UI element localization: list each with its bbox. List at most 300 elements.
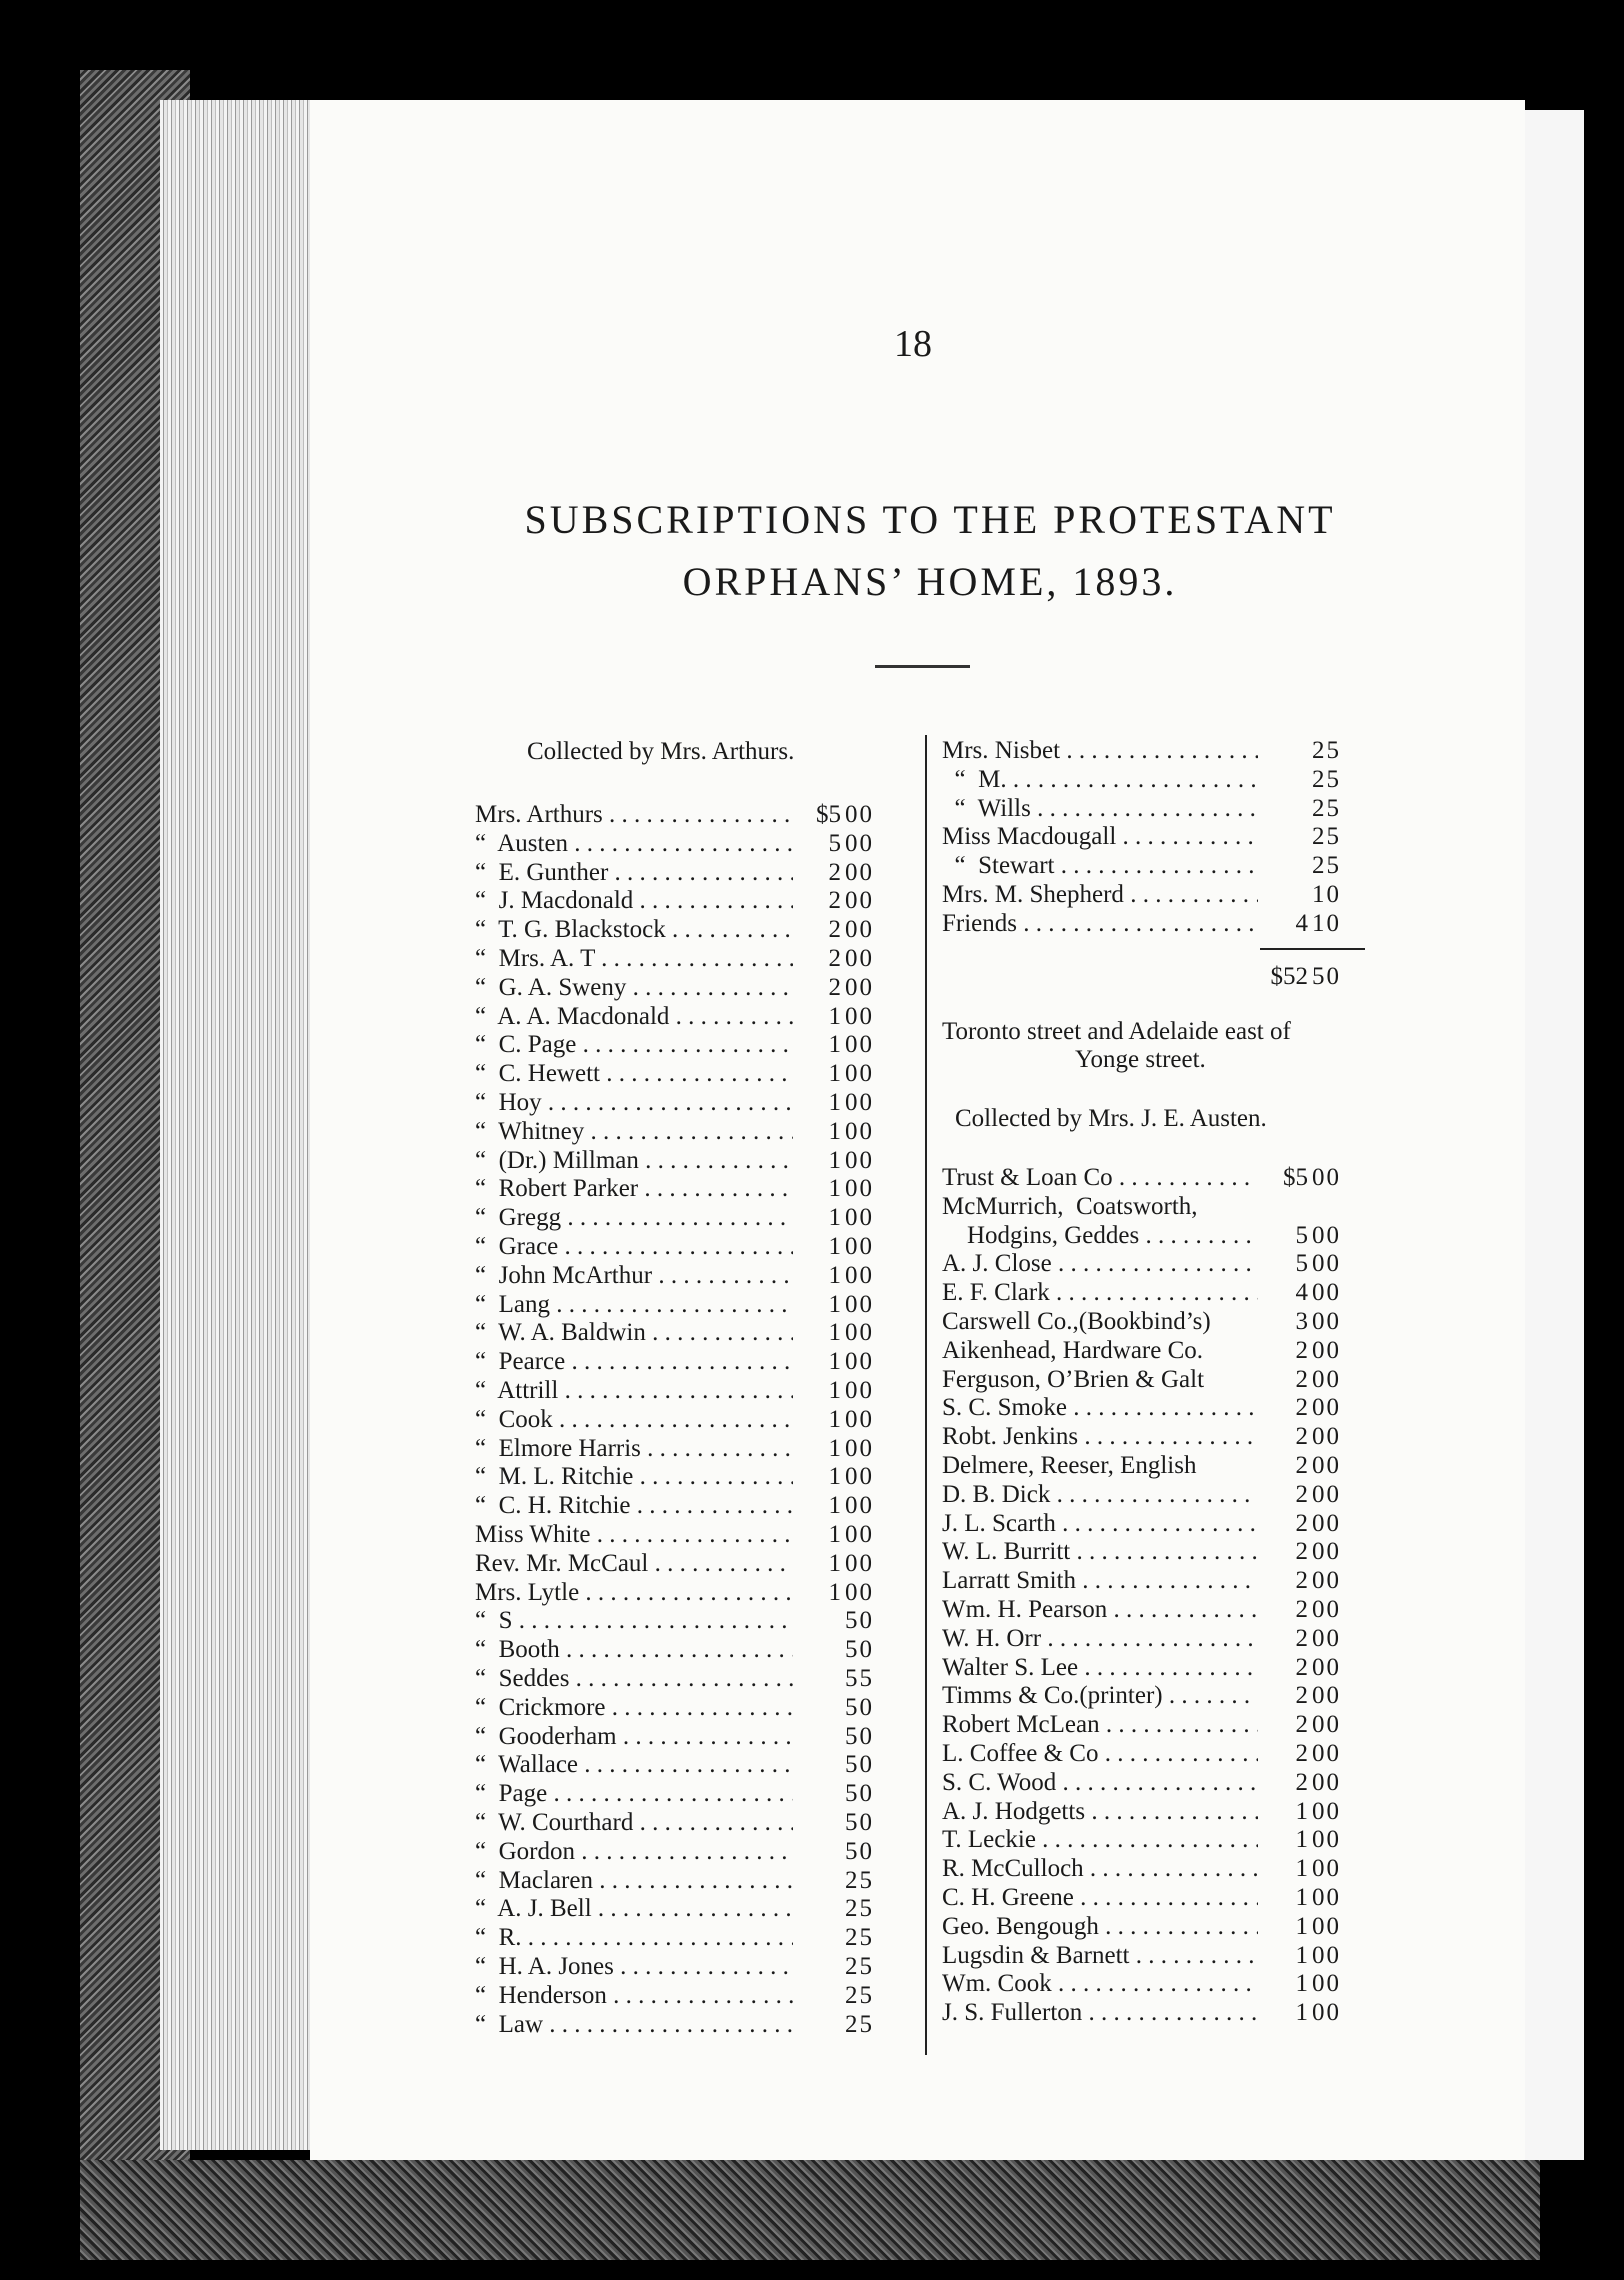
left-column-heading: Collected by Mrs. Arthurs. bbox=[527, 738, 795, 765]
amount-dollars: 1 bbox=[828, 1204, 841, 1232]
list-item bbox=[942, 1969, 1362, 1998]
amount-cents: 00 bbox=[845, 1233, 874, 1260]
amount-cents: 00 bbox=[1312, 1164, 1341, 1191]
amount-dollars: 2 bbox=[1295, 1653, 1308, 1681]
book-cover-bottom bbox=[80, 2160, 1540, 2260]
subscriber-name: “ Henderson . . . bbox=[475, 1981, 793, 2010]
amount-dollars: 2 bbox=[828, 973, 841, 1001]
list-item bbox=[475, 1117, 895, 1146]
subscriber-name: “ M. . . . bbox=[942, 765, 1258, 794]
list-item bbox=[942, 1912, 1362, 1941]
amount-cents: 00 bbox=[845, 1146, 874, 1174]
subscriber-name: Walter S. Lee . . . bbox=[942, 1653, 1258, 1682]
list-item bbox=[942, 1998, 1362, 2027]
list-item bbox=[942, 1681, 1362, 1710]
amount-dollars: 1 bbox=[1295, 1970, 1308, 1998]
subscriber-name: “ Law . . . bbox=[475, 2010, 793, 2039]
subscriber-name: Friends . . . bbox=[942, 909, 1258, 938]
amount-cents: 00 bbox=[1312, 1394, 1341, 1422]
list-item bbox=[475, 944, 895, 973]
list-item bbox=[942, 736, 1362, 765]
list-item bbox=[475, 1059, 895, 1088]
amount-dollars: 2 bbox=[1295, 1711, 1308, 1739]
subscriber-name: Miss White . . . bbox=[475, 1520, 793, 1549]
list-item bbox=[942, 1797, 1362, 1826]
amount-cents: 00 bbox=[845, 1434, 874, 1462]
amount-cents: 00 bbox=[845, 945, 874, 972]
subscriber-name: Larratt Smith . . . bbox=[942, 1566, 1258, 1595]
amount-dollars: 1 bbox=[828, 1261, 841, 1289]
list-item bbox=[475, 1462, 895, 1491]
amount-dollars: 5 bbox=[1295, 1221, 1308, 1249]
list-item bbox=[475, 1635, 895, 1664]
amount-cents: 00 bbox=[845, 1521, 874, 1548]
amount-dollars: $5 bbox=[1283, 1164, 1308, 1191]
subscriber-name: “ Wills . . . bbox=[942, 794, 1258, 823]
subscriber-name: Delmere, Reeser, English bbox=[942, 1452, 1197, 1479]
amount-cents: 00 bbox=[1312, 1221, 1341, 1249]
list-item bbox=[475, 1376, 895, 1405]
amount-cents: 25 bbox=[1312, 737, 1341, 764]
amount-dollars: 2 bbox=[1295, 1452, 1308, 1479]
amount-cents: 00 bbox=[845, 858, 874, 886]
amount-cents: 00 bbox=[845, 1175, 874, 1203]
amount-cents: 00 bbox=[1312, 1308, 1341, 1335]
amount-dollars: 1 bbox=[828, 1290, 841, 1318]
subscriber-name: “ Page . . . bbox=[475, 1779, 793, 1808]
amount-cents: 00 bbox=[1312, 1826, 1341, 1854]
amount-dollars: 1 bbox=[828, 1463, 841, 1491]
amount-dollars: 2 bbox=[1295, 1336, 1308, 1364]
amount-dollars: 1 bbox=[1295, 1797, 1308, 1825]
list-item bbox=[942, 1566, 1362, 1595]
list-item bbox=[475, 1578, 895, 1607]
amount-cents: 00 bbox=[845, 1492, 874, 1520]
subscriber-name: “ Mrs. A. T . . . bbox=[475, 944, 793, 973]
subscriber-name: “ J. Macdonald . . . bbox=[475, 886, 793, 915]
amount-dollars: 2 bbox=[1295, 1509, 1308, 1537]
amount-dollars: 4 bbox=[1295, 909, 1308, 937]
amount-cents: 00 bbox=[1312, 1912, 1341, 1940]
amount-dollars: 1 bbox=[828, 1348, 841, 1376]
amount-cents: 50 bbox=[845, 1607, 874, 1635]
list-item bbox=[942, 1624, 1362, 1653]
subscriber-name: A. J. Hodgetts . . . bbox=[942, 1797, 1258, 1826]
list-item bbox=[942, 1739, 1362, 1768]
subscriber-name: D. B. Dick . . . bbox=[942, 1480, 1258, 1509]
amount-cents: 25 bbox=[1312, 823, 1341, 851]
subscriber-name: Miss Macdougall . . . bbox=[942, 822, 1258, 851]
list-item bbox=[942, 1278, 1362, 1307]
amount-cents: 25 bbox=[845, 1953, 874, 1980]
subscriber-name: “ R. . . . bbox=[475, 1923, 793, 1952]
list-item bbox=[475, 1722, 895, 1751]
amount-dollars: 1 bbox=[1295, 1999, 1308, 2027]
amount-cents: 25 bbox=[1312, 794, 1341, 822]
page-title-line-2: ORPHANS’ HOME, 1893. bbox=[682, 559, 1178, 604]
amount-cents: 00 bbox=[1312, 1624, 1341, 1652]
subscriber-name: “ W. Courthard . . . bbox=[475, 1808, 793, 1837]
amount-cents: 00 bbox=[845, 1549, 874, 1577]
list-item bbox=[475, 1347, 895, 1376]
subscriber-name: “ G. A. Sweny . . . bbox=[475, 973, 793, 1002]
list-item bbox=[475, 973, 895, 1002]
list-item bbox=[942, 822, 1362, 851]
list-item bbox=[942, 1509, 1362, 1538]
subscriber-name: Mrs. M. Shepherd . . . bbox=[942, 880, 1258, 909]
subscriber-name: “ Robert Parker . . . bbox=[475, 1174, 793, 1203]
amount-cents: 00 bbox=[1312, 1740, 1341, 1767]
amount-dollars: 1 bbox=[828, 1233, 841, 1260]
page-number: 18 bbox=[894, 323, 932, 365]
list-item bbox=[475, 1405, 895, 1434]
amount-dollars: 1 bbox=[828, 1434, 841, 1462]
amount-cents: 25 bbox=[845, 1924, 874, 1952]
amount-cents: 00 bbox=[1312, 1855, 1341, 1883]
subscriber-name: “ W. A. Baldwin . . . bbox=[475, 1318, 793, 1347]
amount-cents: 00 bbox=[845, 1031, 874, 1059]
subscriber-name: “ Gooderham . . . bbox=[475, 1722, 793, 1751]
amount-cents: 00 bbox=[1312, 1970, 1341, 1998]
amount-dollars: 4 bbox=[1295, 1279, 1308, 1307]
amount-dollars: 2 bbox=[1295, 1740, 1308, 1767]
subscriber-name: Robert McLean . . . bbox=[942, 1710, 1258, 1739]
amount-dollars: 2 bbox=[1295, 1538, 1308, 1566]
list-item bbox=[475, 1952, 895, 1981]
subscriber-name: “ Seddes . . . bbox=[475, 1664, 793, 1693]
amount-dollars: 1 bbox=[828, 1031, 841, 1059]
amount-dollars: 1 bbox=[828, 1060, 841, 1088]
list-item bbox=[475, 1750, 895, 1779]
total-row bbox=[942, 962, 1362, 991]
subscriber-name: “ C. Page . . . bbox=[475, 1030, 793, 1059]
list-item bbox=[942, 1883, 1362, 1912]
subscriber-name: Hodgins, Geddes . . . bbox=[942, 1221, 1258, 1250]
list-item bbox=[475, 1837, 895, 1866]
amount-dollars: 1 bbox=[1295, 1855, 1308, 1883]
amount-dollars: 2 bbox=[828, 887, 841, 915]
list-item bbox=[475, 1261, 895, 1290]
amount-cents: 00 bbox=[845, 1002, 874, 1030]
subscriber-name: “ S . . . bbox=[475, 1606, 793, 1635]
list-item bbox=[475, 1088, 895, 1117]
amount-cents: 25 bbox=[1312, 765, 1341, 793]
subscriber-name: R. McCulloch . . . bbox=[942, 1854, 1258, 1883]
amount-cents: 00 bbox=[845, 1060, 874, 1088]
subscriber-name: “ Pearce . . . bbox=[475, 1347, 793, 1376]
list-item bbox=[942, 1480, 1362, 1509]
list-item bbox=[475, 829, 895, 858]
list-item bbox=[475, 1664, 895, 1693]
amount-cents: 55 bbox=[845, 1665, 874, 1692]
district-line-2: Yonge street. bbox=[1075, 1046, 1206, 1073]
amount-cents: 00 bbox=[845, 1290, 874, 1318]
subscriber-name: “ Cook . . . bbox=[475, 1405, 793, 1434]
amount-dollars: 2 bbox=[1295, 1394, 1308, 1422]
right-column-heading: Collected by Mrs. J. E. Austen. bbox=[955, 1105, 1267, 1132]
amount-cents: 00 bbox=[1312, 1250, 1341, 1278]
total-cents: 50 bbox=[1312, 963, 1341, 990]
amount-cents: 25 bbox=[845, 1866, 874, 1894]
amount-dollars: 1 bbox=[828, 1549, 841, 1577]
list-item bbox=[942, 765, 1362, 794]
amount-cents: 00 bbox=[1312, 1797, 1341, 1825]
amount-cents: 00 bbox=[845, 1405, 874, 1433]
amount-cents: 00 bbox=[1312, 1423, 1341, 1451]
subscriber-name: “ C. H. Ritchie . . . bbox=[475, 1491, 793, 1520]
page-edges bbox=[160, 100, 310, 2150]
list-item bbox=[475, 1030, 895, 1059]
list-item bbox=[942, 1365, 1362, 1394]
list-item bbox=[942, 1653, 1362, 1682]
amount-cents: 50 bbox=[845, 1837, 874, 1865]
list-item bbox=[475, 1290, 895, 1319]
subscriber-name: Mrs. Nisbet . . . bbox=[942, 736, 1258, 765]
list-item bbox=[475, 1434, 895, 1463]
list-item bbox=[475, 1779, 895, 1808]
amount-cents: 00 bbox=[1312, 1452, 1341, 1479]
subscriber-name: Robt. Jenkins . . . bbox=[942, 1422, 1258, 1451]
amount-dollars: 1 bbox=[828, 1146, 841, 1174]
subscriber-name: W. L. Burritt . . . bbox=[942, 1537, 1258, 1566]
amount-cents: 00 bbox=[1312, 1538, 1341, 1566]
subscriber-name: “ H. A. Jones . . . bbox=[475, 1952, 793, 1981]
amount-cents: 50 bbox=[845, 1722, 874, 1750]
amount-cents: 00 bbox=[845, 801, 874, 828]
subscriber-name: Trust & Loan Co . . . bbox=[942, 1163, 1258, 1192]
title-rule bbox=[875, 665, 970, 668]
amount-cents: 00 bbox=[1312, 1480, 1341, 1508]
list-item bbox=[475, 1520, 895, 1549]
amount-cents: 00 bbox=[1312, 1768, 1341, 1796]
subscriber-name: C. H. Greene . . . bbox=[942, 1883, 1258, 1912]
amount-cents: 00 bbox=[1312, 1884, 1341, 1911]
amount-cents: 00 bbox=[845, 1204, 874, 1232]
amount-cents: 25 bbox=[845, 1981, 874, 2009]
amount-cents: 00 bbox=[845, 1463, 874, 1491]
list-item bbox=[475, 1808, 895, 1837]
amount-cents: 50 bbox=[845, 1693, 874, 1721]
amount-cents: 00 bbox=[1312, 1682, 1341, 1710]
amount-dollars: 2 bbox=[1295, 1682, 1308, 1710]
amount-dollars: $5 bbox=[816, 801, 841, 828]
amount-dollars: 2 bbox=[828, 945, 841, 972]
subscriber-name: “ M. L. Ritchie . . . bbox=[475, 1462, 793, 1491]
amount-dollars: 1 bbox=[828, 1089, 841, 1116]
amount-dollars: 1 bbox=[828, 1377, 841, 1404]
district-line-1: Toronto street and Adelaide east of bbox=[942, 1018, 1291, 1045]
amount-cents: 00 bbox=[845, 1261, 874, 1289]
list-item bbox=[942, 1393, 1362, 1422]
list-item bbox=[475, 1981, 895, 2010]
amount-dollars: 1 bbox=[1295, 1884, 1308, 1911]
list-item bbox=[942, 1249, 1362, 1278]
subscriber-name: “ Lang . . . bbox=[475, 1290, 793, 1319]
subscriber-name: A. J. Close . . . bbox=[942, 1249, 1258, 1278]
subscriber-name: “ Gordon . . . bbox=[475, 1837, 793, 1866]
subscriber-name: Wm. Cook . . . bbox=[942, 1969, 1258, 1998]
list-item bbox=[942, 1537, 1362, 1566]
list-item bbox=[942, 1192, 1362, 1221]
list-item bbox=[942, 1710, 1362, 1739]
amount-cents: 00 bbox=[1312, 1999, 1341, 2027]
subscriber-name: “ E. Gunther . . . bbox=[475, 858, 793, 887]
subscriber-name: “ Grace . . . bbox=[475, 1232, 793, 1261]
amount-dollars: 5 bbox=[1295, 1250, 1308, 1278]
list-item bbox=[475, 1174, 895, 1203]
amount-dollars: 2 bbox=[828, 858, 841, 886]
amount-cents: 00 bbox=[1312, 1365, 1341, 1393]
subscriber-name: Mrs. Arthurs . . . bbox=[475, 800, 793, 829]
list-item bbox=[475, 1866, 895, 1895]
subscriber-name: “ Elmore Harris . . . bbox=[475, 1434, 793, 1463]
subscriber-name: Lugsdin & Barnett . . . bbox=[942, 1941, 1258, 1970]
amount-dollars: 2 bbox=[1295, 1365, 1308, 1393]
list-item bbox=[475, 1549, 895, 1578]
amount-dollars: 1 bbox=[828, 1175, 841, 1203]
amount-dollars: 1 bbox=[828, 1117, 841, 1145]
list-item bbox=[475, 915, 895, 944]
amount-cents: 00 bbox=[845, 916, 874, 944]
amount-dollars: 5 bbox=[828, 829, 841, 857]
amount-cents: 50 bbox=[845, 1780, 874, 1808]
list-item bbox=[942, 1595, 1362, 1624]
column-divider bbox=[925, 735, 927, 2055]
subscriber-name: “ Wallace . . . bbox=[475, 1750, 793, 1779]
amount-dollars: 2 bbox=[1295, 1423, 1308, 1451]
list-item bbox=[475, 1203, 895, 1232]
amount-cents: 00 bbox=[845, 1089, 874, 1116]
subscriber-name: “ Maclaren . . . bbox=[475, 1866, 793, 1895]
amount-dollars: 2 bbox=[1295, 1567, 1308, 1595]
list-item bbox=[475, 800, 895, 829]
subscriber-name: “ T. G. Blackstock . . . bbox=[475, 915, 793, 944]
subscriber-name: “ Austen . . . bbox=[475, 829, 793, 858]
list-item bbox=[475, 1232, 895, 1261]
subscriber-name: Mrs. Lytle . . . bbox=[475, 1578, 793, 1607]
amount-dollars: 1 bbox=[828, 1319, 841, 1347]
subscriber-name: “ (Dr.) Millman . . . bbox=[475, 1146, 793, 1175]
list-item bbox=[942, 1451, 1362, 1480]
amount-dollars: 1 bbox=[1295, 1941, 1308, 1969]
list-item bbox=[942, 1422, 1362, 1451]
list-item bbox=[942, 1768, 1362, 1797]
amount-cents: 10 bbox=[1312, 909, 1341, 937]
list-item bbox=[475, 1146, 895, 1175]
subscriber-name: “ C. Hewett . . . bbox=[475, 1059, 793, 1088]
amount-cents: 00 bbox=[1312, 1653, 1341, 1681]
amount-cents: 25 bbox=[1312, 852, 1341, 880]
list-item bbox=[942, 1941, 1362, 1970]
facing-page-edge bbox=[1524, 110, 1584, 2160]
subscriber-name: “ John McArthur . . . bbox=[475, 1261, 793, 1290]
list-item bbox=[475, 2010, 895, 2039]
list-item bbox=[942, 909, 1362, 938]
amount-dollars: 1 bbox=[1295, 1826, 1308, 1854]
amount-cents: 00 bbox=[1312, 1509, 1341, 1537]
subscriber-name: “ Hoy . . . bbox=[475, 1088, 793, 1117]
amount-cents: 00 bbox=[1312, 1941, 1341, 1969]
amount-cents: 25 bbox=[845, 1895, 874, 1923]
list-item bbox=[942, 1163, 1362, 1192]
amount-cents: 00 bbox=[845, 829, 874, 857]
amount-cents: 00 bbox=[845, 973, 874, 1001]
subscriber-name: Ferguson, O’Brien & Galt bbox=[942, 1365, 1205, 1393]
amount-cents: 00 bbox=[1312, 1711, 1341, 1739]
list-item bbox=[475, 1894, 895, 1923]
amount-dollars: 1 bbox=[828, 1492, 841, 1520]
list-item bbox=[475, 886, 895, 915]
amount-cents: 00 bbox=[845, 1377, 874, 1404]
amount-dollars: 1 bbox=[828, 1405, 841, 1433]
list-item bbox=[942, 1221, 1362, 1250]
amount-cents: 00 bbox=[845, 887, 874, 915]
amount-cents: 00 bbox=[1312, 1336, 1341, 1364]
list-item bbox=[475, 1606, 895, 1635]
page-title-line-1: SUBSCRIPTIONS TO THE PROTESTANT bbox=[524, 497, 1336, 542]
total-rule bbox=[1260, 948, 1365, 950]
list-item bbox=[475, 1693, 895, 1722]
list-item bbox=[475, 1923, 895, 1952]
subscriber-name: W. H. Orr . . . bbox=[942, 1624, 1258, 1653]
amount-cents: 25 bbox=[845, 2010, 874, 2038]
subscriber-name: L. Coffee & Co . . . bbox=[942, 1739, 1258, 1768]
list-item bbox=[475, 1318, 895, 1347]
total-dollars: $52 bbox=[1270, 963, 1308, 990]
amount-cents: 00 bbox=[845, 1578, 874, 1606]
amount-dollars: 1 bbox=[1295, 1912, 1308, 1940]
list-item bbox=[942, 851, 1362, 880]
list-item bbox=[942, 1825, 1362, 1854]
list-item bbox=[942, 1307, 1362, 1336]
subscriber-name: Aikenhead, Hardware Co. bbox=[942, 1336, 1204, 1364]
list-item bbox=[942, 880, 1362, 909]
amount-cents: 50 bbox=[845, 1636, 874, 1664]
subscriber-name: Carswell Co.,(Bookbind’s) bbox=[942, 1308, 1211, 1335]
subscriber-name: McMurrich, Coatsworth, bbox=[942, 1192, 1198, 1220]
amount-dollars: 3 bbox=[1295, 1308, 1308, 1335]
subscriber-name: “ Booth . . . bbox=[475, 1635, 793, 1664]
amount-cents: 00 bbox=[1312, 1567, 1341, 1595]
subscriber-name: J. L. Scarth . . . bbox=[942, 1509, 1258, 1538]
amount-dollars: 1 bbox=[828, 1578, 841, 1606]
subscriber-name: Timms & Co.(printer) . . . bbox=[942, 1681, 1258, 1710]
list-item bbox=[942, 794, 1362, 823]
subscriber-name: J. S. Fullerton . . . bbox=[942, 1998, 1258, 2027]
list-item bbox=[942, 1854, 1362, 1883]
amount-cents: 00 bbox=[845, 1319, 874, 1347]
amount-cents: 50 bbox=[845, 1751, 874, 1779]
list-item bbox=[475, 1002, 895, 1031]
subscriber-name: “ A. J. Bell . . . bbox=[475, 1894, 793, 1923]
subscriber-name: T. Leckie . . . bbox=[942, 1825, 1258, 1854]
subscriber-name: “ Gregg . . . bbox=[475, 1203, 793, 1232]
list-item bbox=[475, 1491, 895, 1520]
amount-cents: 00 bbox=[1312, 1279, 1341, 1307]
subscriber-name: “ Stewart . . . bbox=[942, 851, 1258, 880]
amount-cents: 50 bbox=[845, 1809, 874, 1836]
subscriber-name: S. C. Wood . . . bbox=[942, 1768, 1258, 1797]
amount-dollars: 1 bbox=[828, 1002, 841, 1030]
amount-cents: 00 bbox=[845, 1117, 874, 1145]
list-item bbox=[942, 1336, 1362, 1365]
subscriber-name: Geo. Bengough . . . bbox=[942, 1912, 1258, 1941]
amount-dollars: 2 bbox=[1295, 1768, 1308, 1796]
list-item bbox=[475, 858, 895, 887]
subscriber-name: “ A. A. Macdonald . . . bbox=[475, 1002, 793, 1031]
subscriber-name: Wm. H. Pearson . . . bbox=[942, 1595, 1258, 1624]
subscriber-name: Rev. Mr. McCaul . . . bbox=[475, 1549, 793, 1578]
